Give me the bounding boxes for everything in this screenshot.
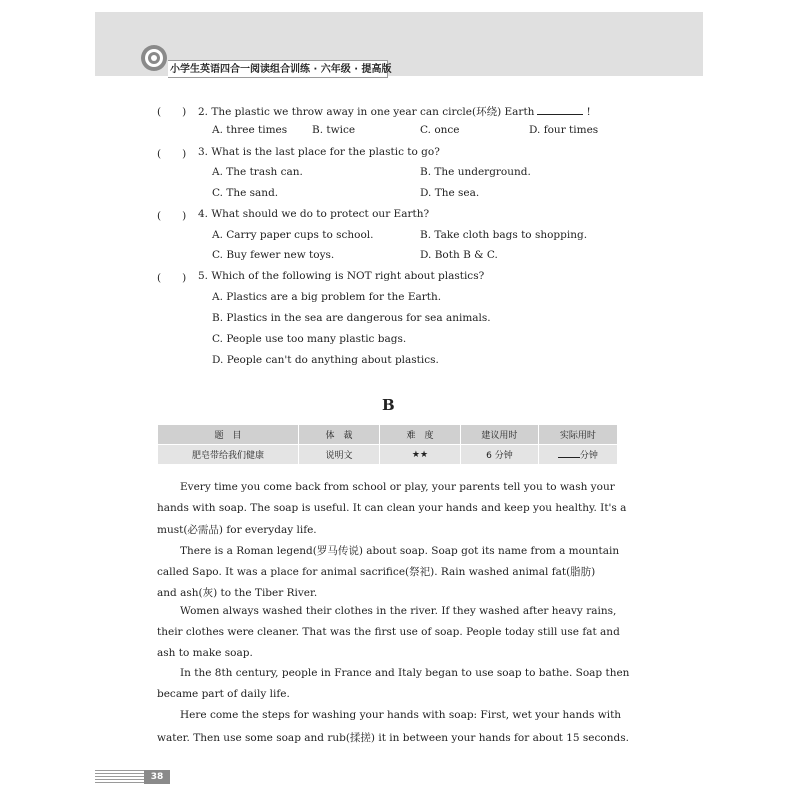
answer-paren: ( )	[157, 106, 187, 118]
passage-line: must(必需品) for everyday life.	[157, 524, 317, 536]
answer-paren: ( )	[157, 272, 187, 284]
passage-line: Women always washed their clothes in the river. If they washed after heavy rains,	[180, 605, 617, 617]
section-letter: B	[382, 396, 395, 414]
option: A. The trash can.	[212, 166, 303, 178]
question-stem: 3. What is the last place for the plastic to go?	[198, 146, 440, 158]
passage-line: Every time you come back from school or play, your parents tell you to wash your	[180, 481, 615, 493]
question-stem: 4. What should we do to protect our Earth?	[198, 208, 430, 220]
table-cell: 说明文	[299, 445, 380, 465]
option: D. People can't do anything about plastics.	[212, 354, 439, 366]
page-number: 38	[144, 770, 170, 784]
answer-blank	[537, 105, 583, 115]
table-header-cell: 题 目	[158, 425, 299, 445]
footer-stripes	[95, 770, 145, 784]
actual-time-cell	[538, 445, 617, 465]
question-text: 2. The plastic we throw away in one year can circle(环绕) Earth	[198, 106, 535, 118]
passage-line: ash to make soap.	[157, 647, 253, 659]
table-header-cell: 建议用时	[460, 425, 538, 445]
passage-line: their clothes were cleaner. That was the first use of soap. People today still use fat and	[157, 626, 620, 638]
option: C. once	[420, 124, 460, 136]
table-header-row	[158, 425, 618, 445]
answer-paren: ( )	[157, 210, 187, 222]
info-table	[157, 424, 618, 465]
passage-line: and ash(灰) to the Tiber River.	[157, 587, 318, 599]
option: B. Take cloth bags to shopping.	[420, 229, 588, 241]
option: B. Plastics in the sea are dangerous for sea animals.	[212, 312, 491, 324]
passage-line: hands with soap. The soap is useful. It can clean your hands and keep you healthy. It's a	[157, 502, 627, 514]
option: D. four times	[529, 124, 599, 136]
option: D. The sea.	[420, 187, 480, 199]
option: B. twice	[312, 124, 356, 136]
option: C. People use too many plastic bags.	[212, 333, 407, 345]
question-stem: 5. Which of the following is NOT right about plastics?	[198, 270, 485, 282]
question-end: !	[586, 106, 591, 118]
passage-line: Here come the steps for washing your hands with soap: First, wet your hands with	[180, 709, 622, 721]
passage-line: called Sapo. It was a place for animal sacrifice(祭祀). Rain washed animal fat(脂肪)	[157, 566, 596, 578]
table-header-cell: 难 度	[380, 425, 461, 445]
passage-line: There is a Roman legend(罗马传说) about soap. Soap got its name from a mountain	[180, 545, 620, 557]
option: C. The sand.	[212, 187, 279, 199]
passage-line: water. Then use some soap and rub(揉搓) it in between your hands for about 15 seconds.	[157, 732, 629, 744]
option: A. Plastics are a big problem for the Earth.	[212, 291, 442, 303]
target-logo-icon	[141, 45, 167, 71]
table-cell: 肥皂带给我们健康	[158, 445, 299, 465]
passage-line: In the 8th century, people in France and Italy began to use soap to bathe. Soap then	[180, 667, 630, 679]
table-row	[158, 445, 618, 465]
question-stem	[198, 104, 591, 119]
table-header-cell: 体 裁	[299, 425, 380, 445]
time-unit: 分钟	[579, 451, 598, 461]
option: A. three times	[212, 124, 288, 136]
table-header-cell: 实际用时	[538, 425, 617, 445]
answer-paren: ( )	[157, 148, 187, 160]
difficulty-stars: ★★	[380, 445, 461, 465]
option: C. Buy fewer new toys.	[212, 249, 335, 261]
option: B. The underground.	[420, 166, 531, 178]
time-blank	[558, 449, 580, 458]
option: D. Both B & C.	[420, 249, 498, 261]
book-title: 小学生英语四合一阅读组合训练 · 六年级 · 提高版	[168, 60, 388, 78]
option: A. Carry paper cups to school.	[212, 229, 374, 241]
table-cell: 6 分钟	[460, 445, 538, 465]
passage-line: became part of daily life.	[157, 688, 290, 700]
